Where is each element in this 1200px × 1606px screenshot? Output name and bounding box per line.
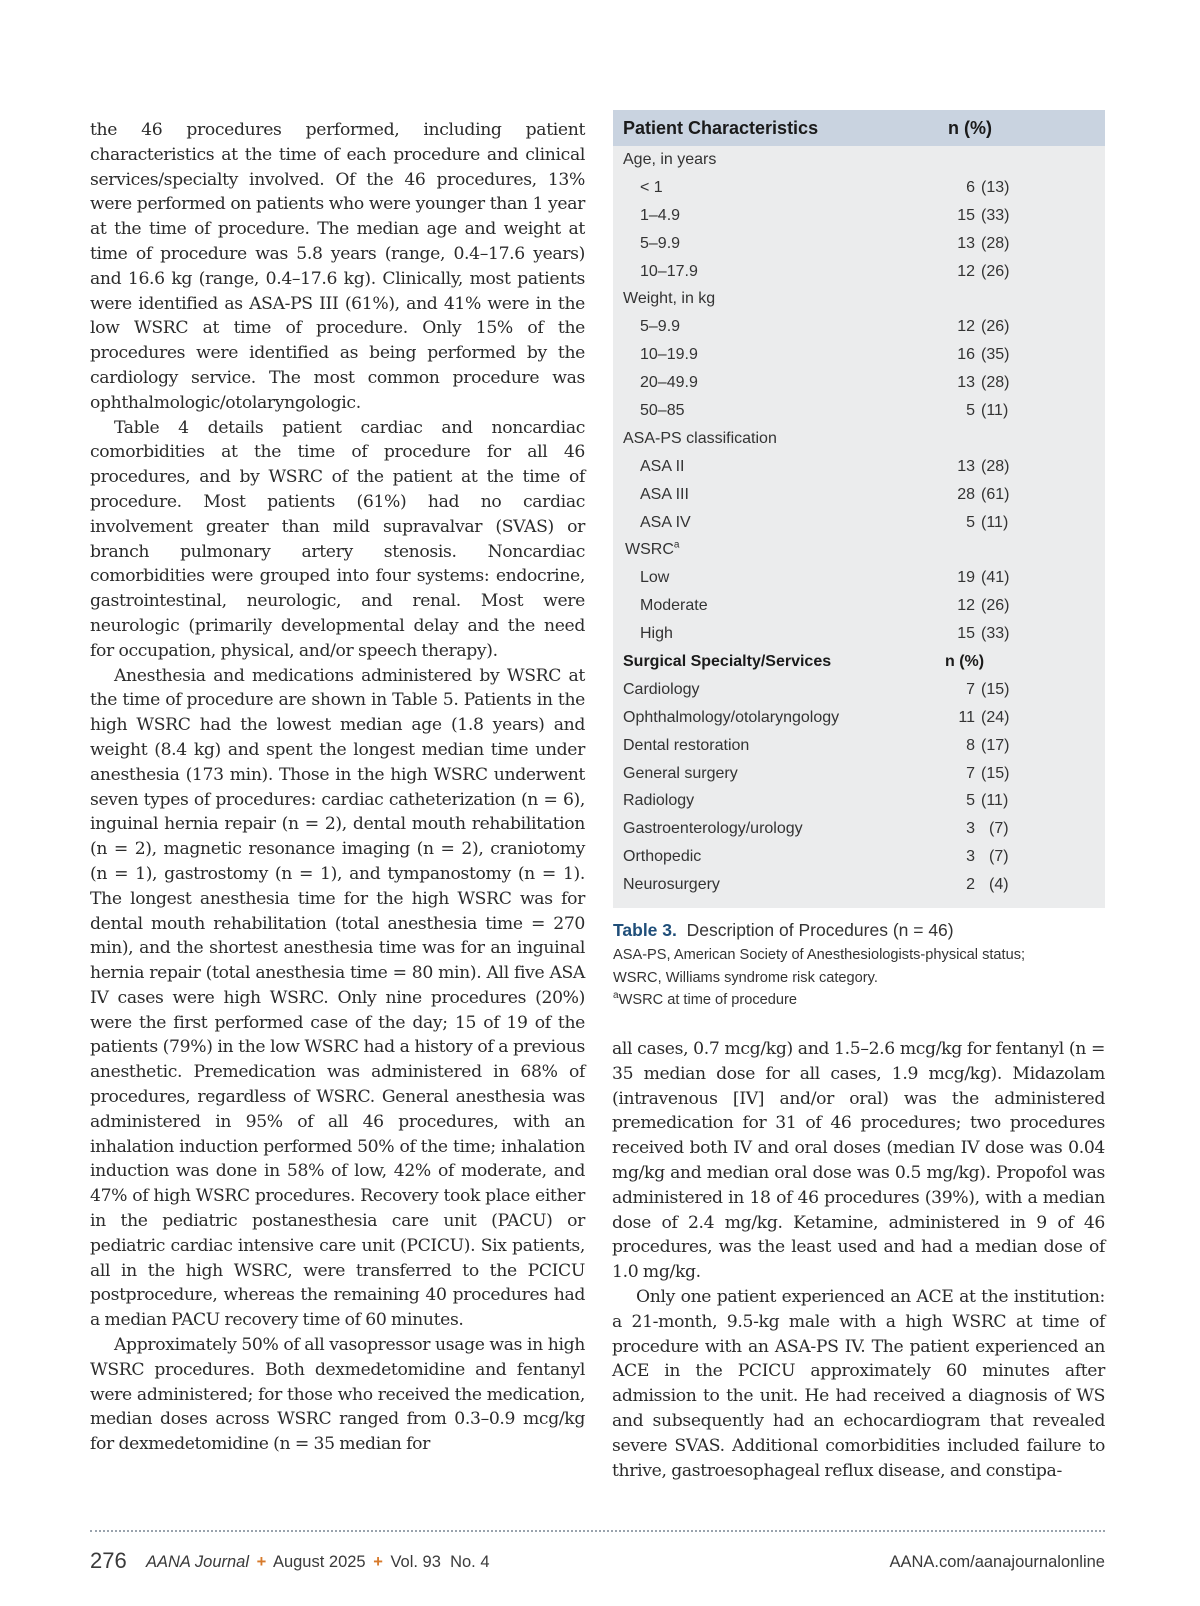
table-body-specialty	[613, 676, 1105, 899]
table-row	[613, 313, 1105, 341]
row-count: 28	[957, 485, 975, 503]
row-label	[613, 151, 943, 169]
row-label	[613, 681, 943, 699]
row-label-text: < 1	[640, 178, 663, 196]
table-row	[613, 509, 1105, 537]
paragraph: Table 4 details patient cardiac and noncardiac comorbidities at the time of procedure for all 46 procedures, and by WSRC of the patient at the time of procedure. Most patients (61%) had no cardiac involvement greater than mild supravalvar (SVAS) or branch pulmonary artery stenosis. Noncardiac comorbidities were grouped into four systems: endocrine, gastrointestinal, neurologic, and renal. Most were neurologic (primarily developmental delay and the need for occupation, physical, and/or speech therapy).	[90, 417, 585, 661]
row-label-text: 50–85	[640, 401, 685, 419]
row-count: 12	[957, 597, 975, 615]
row-percent: (15)	[981, 680, 1010, 698]
row-count: 2	[966, 876, 975, 894]
row-label	[613, 597, 943, 615]
row-label	[613, 792, 943, 810]
table-row	[613, 760, 1105, 788]
plus-separator: +	[256, 1553, 267, 1571]
row-count: 5	[966, 401, 975, 419]
table-row	[613, 397, 1105, 425]
section-header	[613, 648, 1105, 676]
row-label	[613, 179, 943, 197]
row-percent: (11)	[981, 513, 1009, 531]
paragraph: Anesthesia and medications administered by WSRC at the time of procedure are shown in Table 5. Patients in the high WSRC had the lowest median age (1.8 years) and weight (8.4 kg) and spent the longest median time under anesthesia (173 min). Those in the high WSRC underwent seven types of procedures: cardiac catheterization (n = 6), inguinal hernia repair (n = 2), dental mouth rehabilitation (n = 2), magnetic resonance imaging (n = 2), craniotomy (n = 1), gastrostomy (n = 1), and tympanostomy (n = 1). The longest anesthesia time for the high WSRC was for dental mouth rehabilitation (total anesthesia time = 270 min), and the shortest anesthesia time was for an inguinal hernia repair (total anesthesia time = 80 min). All five ASA IV cases were high WSRC. Only nine procedures (20%) were the first performed case of the day; 15 of 19 of the patients (79%) in the low WSRC had a history of a previous anesthetic. Premedication was administered in 68% of procedures, regardless of WSRC. General anesthesia was administered in 95% of all 46 procedures, with an inhalation induction performed 50% of the time; inhalation induction was done in 58% of low, 42% of moderate, and 47% of high WSRC procedures. Recovery took place either in the pediatric postanesthesia care unit (PACU) or pediatric cardiac intensive care unit (PCICU). Six patients, all in the high WSRC, were transferred to the PCICU postprocedure, whereas the remaining 40 procedures had a median PACU recovery time of 60 minutes.	[90, 665, 585, 1331]
row-percent: (61)	[981, 485, 1010, 503]
table-row	[613, 258, 1105, 286]
row-label-text: ASA II	[640, 457, 685, 475]
row-label-text: Gastroenterology/urology	[623, 820, 803, 838]
table-row	[613, 453, 1105, 481]
table-row	[613, 815, 1105, 843]
row-label	[613, 458, 943, 476]
row-count: 12	[957, 262, 975, 280]
row-label-text: 1–4.9	[640, 206, 681, 224]
row-label-text: Radiology	[623, 792, 695, 810]
section-n: n (%)	[945, 652, 985, 670]
row-label	[613, 263, 943, 281]
row-label	[613, 235, 943, 253]
row-count: 3	[966, 848, 975, 866]
row-count: 15	[957, 206, 975, 224]
row-count: 7	[966, 764, 975, 782]
table-row	[613, 871, 1105, 899]
volume: Vol. 93 No. 4	[390, 1553, 490, 1571]
journal-url[interactable]: AANA.com/aanajournalonline	[889, 1553, 1105, 1571]
row-label-text: Moderate	[640, 597, 708, 615]
journal-name: AANA Journal	[146, 1553, 250, 1571]
row-count: 5	[966, 792, 975, 810]
table-row	[613, 704, 1105, 732]
table-row	[613, 676, 1105, 704]
row-percent: (4)	[989, 876, 1009, 894]
table-row	[613, 425, 1105, 453]
section-label: Surgical Specialty/Services	[623, 652, 832, 670]
row-percent: (28)	[981, 374, 1010, 392]
row-count: 3	[966, 820, 975, 838]
table-row	[613, 174, 1105, 202]
footnote-marker: a	[613, 990, 619, 1002]
row-percent: (11)	[981, 792, 1009, 810]
row-label-text: 5–9.9	[640, 234, 681, 252]
table-row	[613, 536, 1105, 564]
row-label-text: Orthopedic	[623, 848, 702, 866]
page-number: 276	[90, 1548, 127, 1573]
row-percent: (33)	[981, 625, 1010, 643]
journal-info	[146, 1553, 490, 1572]
row-label-text: 10–19.9	[640, 346, 698, 364]
caption-title	[613, 918, 1108, 942]
row-label	[613, 848, 943, 866]
row-count: 16	[957, 346, 975, 364]
right-column	[612, 1037, 1105, 1483]
row-label	[613, 541, 943, 559]
row-label	[613, 290, 943, 308]
paragraph: Only one patient experienced an ACE at the institution: a 21-month, 9.5-kg male with a high WSRC at time of procedure with an ASA-PS IV. The patient experienced an ACE in the PCICU approximately 60 minutes after admission to the unit. He had received a diagnosis of WS and subsequently had an echocardiogram that revealed severe SVAS. Additional comorbidities included failure to thrive, gastroesophageal reflux disease, and constipa-	[612, 1286, 1105, 1481]
table-row	[613, 369, 1105, 397]
row-percent: (11)	[981, 401, 1009, 419]
row-label	[613, 876, 943, 894]
table-row	[613, 564, 1105, 592]
row-percent: (26)	[981, 597, 1010, 615]
row-count: 11	[958, 708, 975, 726]
left-column	[90, 118, 585, 1457]
row-count: 5	[966, 513, 975, 531]
row-label-text: ASA III	[640, 485, 689, 503]
row-label-text: Ophthalmology/otolaryngology	[623, 708, 840, 726]
caption-note: WSRC, Williams syndrome risk category.	[613, 969, 878, 986]
row-label	[613, 765, 943, 783]
caption-note: ASA-PS, American Society of Anesthesiologists-physical status;	[613, 947, 1026, 963]
row-count: 7	[966, 680, 975, 698]
caption-label: Table 3.	[613, 920, 677, 940]
row-percent: (26)	[981, 318, 1010, 336]
row-label	[613, 569, 943, 587]
table-header	[613, 110, 1105, 146]
row-label	[613, 486, 943, 504]
row-label-text: Low	[640, 569, 670, 587]
table-row	[613, 285, 1105, 313]
row-percent: (33)	[981, 206, 1010, 224]
row-count: 15	[957, 625, 975, 643]
row-count: 19	[957, 569, 975, 587]
paragraph: Approximately 50% of all vasopressor usage was in high WSRC procedures. Both dexmedetomidine and fentanyl were administered; for those who received the medication, median doses across WSRC ranged from 0.3–0.9 mcg/kg for dexmedetomidine (n = 35 median for	[90, 1335, 585, 1455]
paragraph: the 46 procedures performed, including patient characteristics at the time of each procedure and clinical services/specialty involved. Of the 46 procedures, 13% were performed on patients who were younger than 1 year at the time of procedure. The median age and weight at time of procedure was 5.8 years (range, 0.4–17.6 years) and 16.6 kg (range, 0.4–17.6 kg). Clinically, most patients were identified as ASA-PS III (61%), and 41% were in the low WSRC at time of procedure. Only 15% of the procedures were identified as being performed by the cardiology service. The most common procedure was ophthalmologic/otolaryngologic.	[90, 120, 585, 413]
footnote-marker: a	[673, 540, 680, 552]
row-count: 12	[957, 318, 975, 336]
row-percent: (7)	[989, 848, 1009, 866]
issue-date: August 2025	[272, 1553, 366, 1571]
table-3	[613, 110, 1105, 908]
paragraph: all cases, 0.7 mcg/kg) and 1.5–2.6 mcg/kg for fentanyl (n = 35 median dose for all cases, 1.9 mcg/kg). Midazolam (intravenous [IV] and/or oral) was the administered premedication for 31 of 46 procedures; two procedures received both IV and oral doses (median IV dose was 0.04 mg/kg and median oral dose was 0.5 mg/kg). Propofol was administered in 18 of 46 procedures (39%), with a median dose of 2.4 mg/kg. Ketamine, administered in 9 of 46 procedures, was the least used and had a median dose of 1.0 mg/kg.	[612, 1039, 1105, 1283]
row-label-text: 10–17.9	[640, 262, 698, 280]
row-label-text: 5–9.9	[640, 318, 681, 336]
row-label-text: Age, in years	[623, 150, 717, 168]
table-row	[613, 341, 1105, 369]
row-label	[613, 318, 943, 336]
row-label-text: Cardiology	[623, 680, 700, 698]
table-row	[613, 230, 1105, 258]
row-label-text: Weight, in kg	[623, 290, 716, 308]
caption-text: Description of Procedures (n = 46)	[686, 920, 954, 940]
caption-notes	[613, 944, 1108, 1012]
row-label	[613, 737, 943, 755]
row-count: 6	[966, 178, 975, 196]
table-row	[613, 787, 1105, 815]
row-label	[613, 820, 943, 838]
row-label-text: ASA IV	[640, 513, 691, 531]
table-row	[613, 843, 1105, 871]
row-label-text: High	[640, 625, 673, 643]
row-label	[613, 346, 943, 364]
table-caption	[613, 918, 1108, 1012]
plus-separator: +	[373, 1553, 383, 1571]
table-row	[613, 146, 1105, 174]
row-percent: (15)	[981, 764, 1010, 782]
row-label	[613, 430, 943, 448]
row-count: 13	[957, 234, 975, 252]
table-row	[613, 481, 1105, 509]
row-label	[613, 402, 943, 420]
row-percent: (28)	[981, 457, 1010, 475]
row-percent: (13)	[981, 178, 1010, 196]
row-label	[613, 514, 943, 532]
table-row	[613, 592, 1105, 620]
row-percent: (26)	[981, 262, 1010, 280]
row-label-text: WSRC	[625, 541, 674, 559]
row-label	[613, 625, 943, 643]
row-percent: (28)	[981, 234, 1010, 252]
row-percent: (7)	[989, 820, 1009, 838]
row-percent: (17)	[981, 736, 1010, 754]
row-label	[613, 207, 943, 225]
table-row	[613, 732, 1105, 760]
row-percent: (35)	[981, 346, 1010, 364]
header-n: n (%)	[948, 117, 992, 138]
row-count: 13	[957, 374, 975, 392]
table-row	[613, 620, 1105, 648]
row-label-text: Dental restoration	[623, 736, 750, 754]
row-label	[613, 374, 943, 392]
page-footer	[90, 1550, 1105, 1578]
row-percent: (24)	[981, 708, 1010, 726]
caption-note	[613, 989, 1108, 1012]
row-count: 13	[957, 457, 975, 475]
row-label-text: Neurosurgery	[623, 876, 720, 894]
row-label	[613, 709, 943, 727]
footer-divider	[90, 1530, 1105, 1532]
row-label-text: General surgery	[623, 764, 738, 782]
row-count: 8	[966, 736, 975, 754]
caption-note-text: WSRC at time of procedure	[618, 992, 797, 1008]
row-label-text: ASA-PS classification	[623, 429, 777, 447]
table-body-characteristics	[613, 146, 1105, 648]
row-percent: (41)	[981, 569, 1010, 587]
row-label-text: 20–49.9	[640, 374, 698, 392]
header-label: Patient Characteristics	[623, 117, 819, 138]
table-row	[613, 202, 1105, 230]
